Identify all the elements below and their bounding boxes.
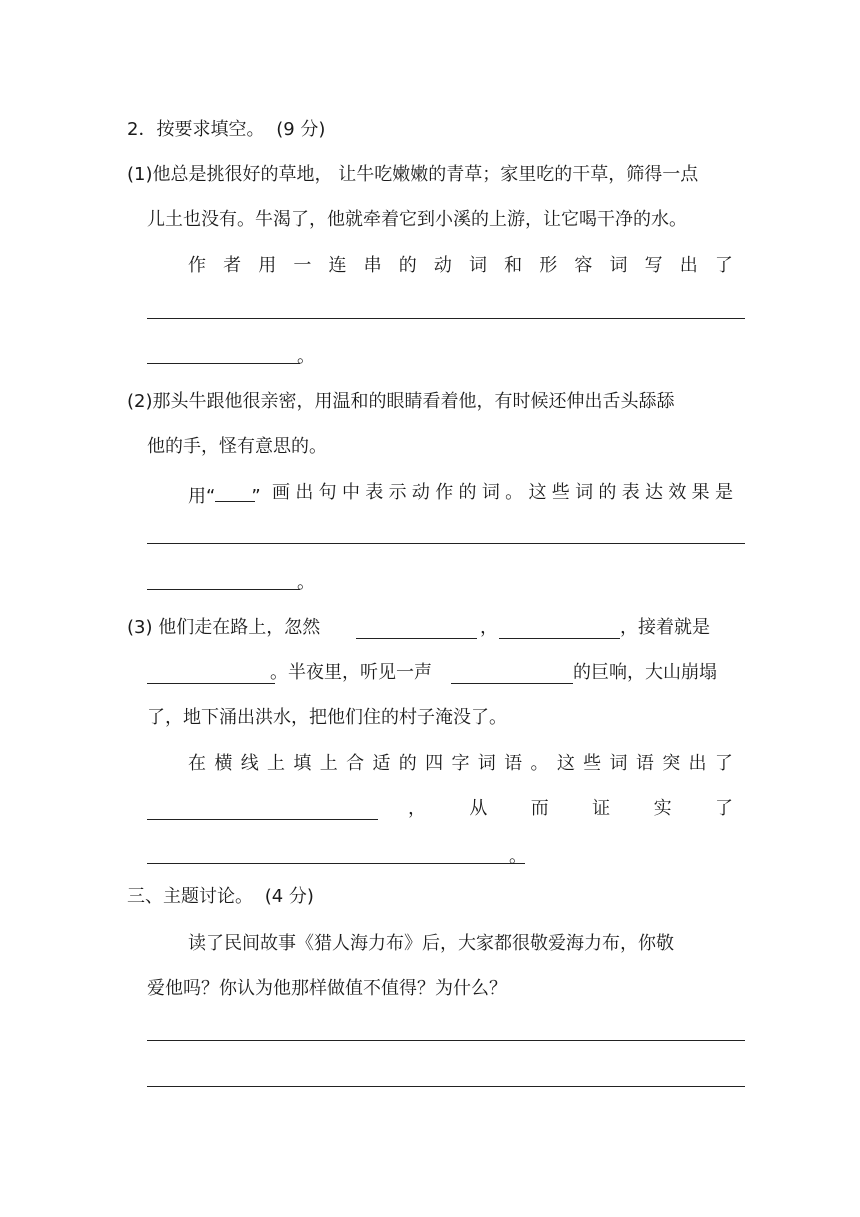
q2-prompt-char: 画 (272, 482, 290, 503)
section-3-label: 三、主题讨论。 (127, 886, 253, 907)
q2-prompt-char: 的 (458, 482, 477, 503)
q1-prompt-char: 了 (714, 255, 733, 276)
q1-passage-line-2: 儿土也没有。牛渴了，他就牵着它到小溪的上游，让它喝干净的水。 (147, 209, 687, 230)
q3-answer-line-2[interactable] (147, 863, 525, 864)
q3-line-5-char: 从 (469, 798, 488, 819)
q2-prompt-char: 出 (295, 482, 314, 503)
q3-line-5-char: 而 (530, 798, 549, 819)
q3-line-1-suffix: ，接着就是 (620, 617, 710, 638)
q3-prompt-char: 出 (688, 753, 707, 774)
q3-prompt-char: 这 (556, 753, 575, 774)
q3-passage-line-3: 了，地下涌出洪水，把他们住的村子淹没了。 (147, 707, 507, 728)
q2-prompt-char: 中 (341, 482, 360, 503)
q1-prompt-char: 作 (188, 255, 206, 276)
q3-line-2-mid: 。半夜里，听见一声 (270, 662, 432, 683)
section-3-title (127, 885, 314, 909)
q3-line-1-prefix: (3) 他们走在路上，忽然 (127, 617, 321, 638)
q1-prompt-char: 形 (539, 255, 558, 276)
section-2-title (127, 118, 325, 142)
q3-blank-4[interactable] (451, 683, 573, 684)
q1-prompt-char: 连 (328, 255, 347, 276)
q3-prompt-char: 词 (477, 753, 496, 774)
q3-prompt-char: 上 (267, 753, 286, 774)
q3-prompt-char: 线 (240, 753, 259, 774)
q3-prompt-char: 四 (425, 753, 444, 774)
q1-prompt-char: 容 (574, 255, 593, 276)
section-2-label: 2．按要求填空。 (127, 119, 265, 140)
q3-prompt (188, 752, 733, 776)
q1-passage-line-1: (1)他总是挑很好的草地， 让牛吃嫩嫩的青草；家里吃的干草，筛得一点 (127, 164, 699, 185)
q1-prompt-char: 和 (504, 255, 523, 276)
q1-prompt-char: 动 (433, 255, 452, 276)
q3-prompt-char: 词 (609, 753, 628, 774)
q2-prompt-char: 表 (621, 482, 640, 503)
q3-blank-3[interactable] (147, 683, 275, 684)
q2-prompt-char: 效 (668, 482, 687, 503)
section-3-answer-line-2[interactable] (147, 1086, 745, 1087)
q3-prompt-char: 语 (504, 753, 523, 774)
q1-prompt-char: 者 (223, 255, 242, 276)
q1-prompt (188, 254, 733, 278)
q2-prompt-char: 果 (691, 482, 710, 503)
q2-prompt-char: 这 (528, 482, 547, 503)
q3-prompt-char: 横 (214, 753, 233, 774)
q1-prompt-char: 一 (293, 255, 312, 276)
q1-answer-line-2[interactable] (147, 363, 300, 364)
q2-prompt-char: 表 (365, 482, 384, 503)
q3-line-5-char: ， (408, 798, 426, 819)
q2-prompt-char: 示 (388, 482, 407, 503)
section-2-score: (9 分) (276, 119, 326, 140)
q3-end-mark: 。 (509, 846, 527, 867)
q2-inline-blank[interactable] (215, 481, 255, 502)
q3-blank-2[interactable] (499, 638, 620, 639)
q3-answer-line-1[interactable] (147, 819, 378, 820)
q3-blank-1[interactable] (356, 638, 477, 639)
q2-prompt-char: 。 (505, 482, 524, 503)
q2-prompt-char: 词 (575, 482, 594, 503)
section-3-score: (4 分) (264, 886, 314, 907)
q3-prompt-char: 在 (188, 753, 206, 774)
q1-prompt-char: 出 (679, 255, 698, 276)
q1-prompt-char: 词 (609, 255, 628, 276)
q1-prompt-char: 写 (644, 255, 663, 276)
q3-prompt-char: 填 (293, 753, 312, 774)
q2-passage-line-1: (2)那头牛跟他很亲密，用温和的眼睛看着他，有时候还伸出舌头舔舔 (127, 391, 675, 412)
q3-prompt-char: 适 (372, 753, 391, 774)
q3-prompt-char: 。 (530, 753, 549, 774)
q2-answer-line-2[interactable] (147, 589, 300, 590)
q2-passage-line-2: 他的手，怪有意思的。 (147, 436, 327, 457)
q3-prompt-char: 了 (714, 753, 733, 774)
q3-prompt-char: 字 (451, 753, 470, 774)
q3-comma: ， (480, 617, 498, 638)
q2-answer-line-1[interactable] (147, 543, 745, 544)
q1-end-mark: 。 (297, 346, 315, 367)
q2-prompt (272, 481, 733, 505)
q1-prompt-char: 用 (258, 255, 277, 276)
q3-line-5 (408, 797, 733, 821)
q2-prompt-char: 词 (481, 482, 500, 503)
section-3-paragraph-line-2: 爱他吗？你认为他那样做值不值得？为什么？ (147, 978, 507, 999)
q2-prompt-char: 动 (411, 482, 430, 503)
q2-prompt-char: 些 (551, 482, 570, 503)
q3-prompt-char: 些 (583, 753, 602, 774)
q2-end-mark: 。 (297, 572, 315, 593)
q1-prompt-char: 串 (363, 255, 382, 276)
q1-prompt-char: 词 (469, 255, 487, 276)
q2-prompt-char: 作 (435, 482, 454, 503)
q3-prompt-char: 合 (346, 753, 365, 774)
q3-prompt-char: 上 (319, 753, 338, 774)
q3-line-5-char: 实 (653, 798, 672, 819)
q3-prompt-char: 的 (398, 753, 417, 774)
q3-prompt-char: 语 (635, 753, 654, 774)
q2-prompt-char: 句 (318, 482, 337, 503)
q3-line-5-char: 证 (592, 798, 611, 819)
q2-prompt-char: 是 (714, 482, 733, 503)
q2-prompt-char: 的 (598, 482, 617, 503)
section-3-paragraph-line-1: 读了民间故事《猎人海力布》后，大家都很敬爱海力布，你敬 (188, 933, 674, 954)
q3-line-2-suffix: 的巨响，大山崩塌 (573, 662, 717, 683)
q3-prompt-char: 突 (662, 753, 681, 774)
q2-prompt-open: 用“ (188, 486, 216, 507)
q1-answer-line-1[interactable] (147, 318, 745, 319)
q3-line-5-char: 了 (714, 798, 733, 819)
q2-prompt-prefix (188, 481, 261, 509)
q2-prompt-char: 达 (645, 482, 663, 503)
section-3-answer-line-1[interactable] (147, 1040, 745, 1041)
q2-prompt-close-quote: ” (251, 486, 261, 507)
q1-prompt-char: 的 (398, 255, 417, 276)
